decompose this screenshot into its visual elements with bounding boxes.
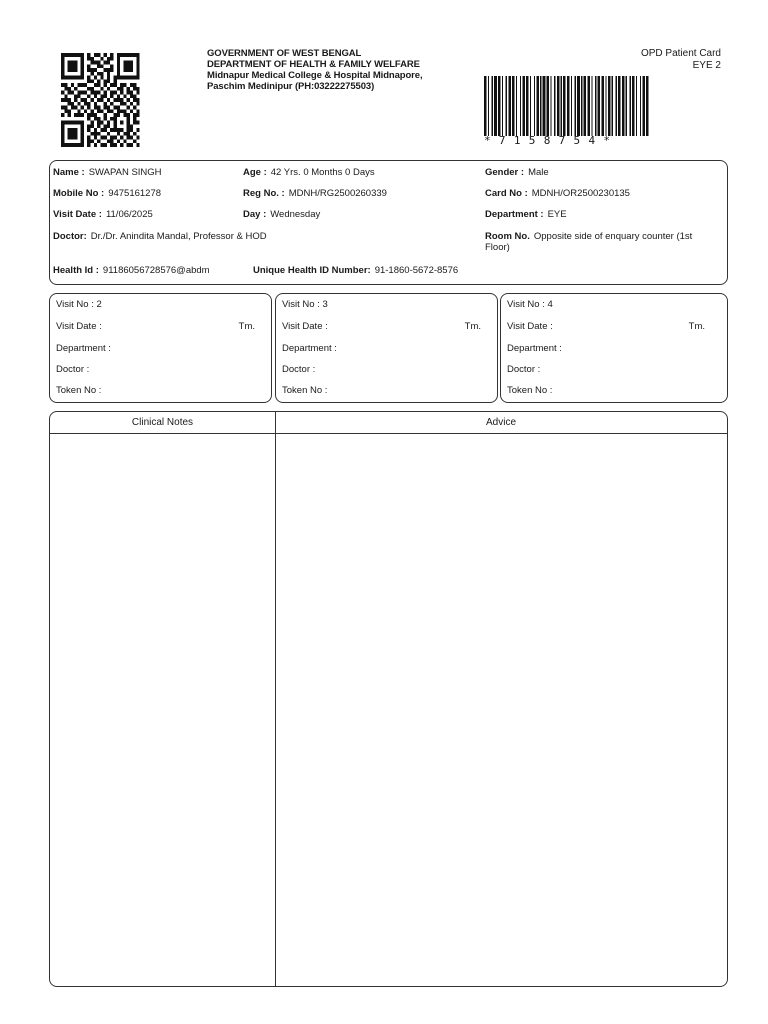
visit-no: Visit No : 3 — [282, 299, 328, 310]
clinical-notes-heading: Clinical Notes — [131, 417, 194, 428]
header-government: GOVERNMENT OF WEST BENGAL — [207, 48, 362, 59]
patient-department: Department : EYE — [485, 209, 567, 220]
patient-age: Age : 42 Yrs. 0 Months 0 Days — [243, 167, 375, 178]
visit-token: Token No : — [282, 385, 328, 396]
notes-column-divider — [275, 412, 276, 986]
patient-day: Day : Wednesday — [243, 209, 321, 220]
barcode — [484, 76, 650, 136]
visit-department: Department : — [507, 343, 562, 354]
visit-box-2 — [49, 293, 272, 403]
visit-date: Visit Date : — [282, 321, 328, 332]
card-code: EYE 2 — [692, 60, 721, 71]
visit-department: Department : — [56, 343, 111, 354]
card-type: OPD Patient Card — [640, 48, 721, 59]
visit-time: Tm. — [464, 321, 481, 332]
visit-doctor: Doctor : — [56, 364, 90, 375]
patient-uhid: Unique Health ID Number: 91-1860-5672-8576 — [253, 265, 459, 276]
patient-info-box — [49, 160, 728, 285]
hospital-header — [207, 48, 423, 92]
barcode-number: *7158754* — [484, 134, 619, 147]
advice-heading: Advice — [485, 417, 516, 428]
qr-code — [61, 53, 143, 147]
header-hospital: Midnapur Medical College & Hospital Midnapore, — [207, 70, 423, 81]
header-address: Paschim Medinipur (PH:03222275503) — [207, 81, 375, 92]
visit-time: Tm. — [238, 321, 255, 332]
visit-token: Token No : — [56, 385, 102, 396]
patient-card-no: Card No : MDNH/OR2500230135 — [485, 188, 630, 199]
patient-health-id: Health Id : 91186056728576@abdm — [53, 265, 210, 276]
patient-reg-no: Reg No. : MDNH/RG2500260339 — [243, 188, 387, 199]
visit-box-3 — [275, 293, 498, 403]
patient-doctor: Doctor: Dr./Dr. Anindita Mandal, Professor & HOD — [53, 231, 267, 242]
visit-doctor: Doctor : — [507, 364, 541, 375]
patient-mobile: Mobile No : 9475161278 — [53, 188, 162, 199]
header-department: DEPARTMENT OF HEALTH & FAMILY WELFARE — [207, 59, 420, 70]
visit-token: Token No : — [507, 385, 553, 396]
notes-table — [49, 411, 728, 987]
patient-visit-date: Visit Date : 11/06/2025 — [53, 209, 153, 220]
card-type-block — [641, 48, 721, 72]
visit-date: Visit Date : — [507, 321, 553, 332]
notes-header-divider — [50, 433, 727, 434]
visit-no: Visit No : 2 — [56, 299, 102, 310]
patient-room: Room No. Opposite side of enquary counter (1st Floor) — [485, 231, 693, 253]
visit-time: Tm. — [688, 321, 705, 332]
patient-gender: Gender : Male — [485, 167, 549, 178]
visit-date: Visit Date : — [56, 321, 102, 332]
visit-department: Department : — [282, 343, 337, 354]
patient-name: Name : SWAPAN SINGH — [53, 167, 162, 178]
visit-doctor: Doctor : — [282, 364, 316, 375]
visit-box-4 — [500, 293, 728, 403]
visit-no: Visit No : 4 — [507, 299, 553, 310]
